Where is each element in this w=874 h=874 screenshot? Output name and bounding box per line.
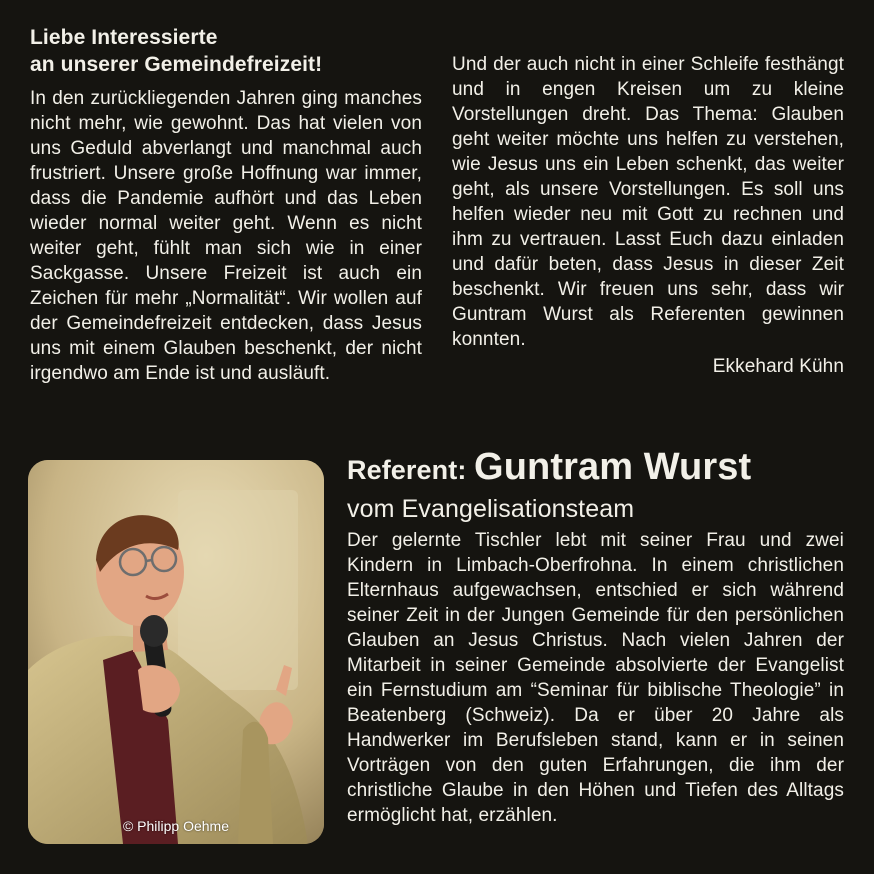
speaker-subtitle: vom Evangelisationsteam	[347, 495, 635, 523]
speaker-name: Guntram Wurst	[474, 446, 752, 488]
intro-continuation-column	[452, 52, 844, 379]
speaker-column	[347, 447, 844, 828]
speaker-label: Referent:	[347, 455, 475, 485]
intro-continuation: Und der auch nicht in einer Schleife festhängt und in engen Kreisen um zu kleine Vorstellungen dreht. Das Thema: Glauben geht weiter möchte uns helfen zu verstehen, wie Jesus uns ein Leben schenkt, das weiter geht, als unsere Vorstellungen. Es soll uns helfen wieder neu mit Gott zu rechnen und ihm zu vertrauen. Lasst Euch dazu einladen und dafür beten, dass Jesus in dieser Zeit beschenkt. Wir freuen uns sehr, dass wir Guntram Wurst als Referenten gewinnen konnten.	[452, 54, 844, 350]
intro-body: In den zurückliegenden Jahren ging manches nicht mehr, wie gewohnt. Das hat vielen von uns Geduld abverlangt und manchmal auch frustriert. Unsere große Hoffnung war immer, dass die Pandemie aufhört und das Leben wieder normal weiter geht. Wenn es nicht weiter geht, fühlt man sich wie in einer Sackgasse. Unsere Freizeit ist auch ein Zeichen für mehr „Normalität“. Wir wollen auf der Gemeindefreizeit entdecken, dass Jesus uns mit einem Glauben beschenkt, der nicht irgendwo am Ende ist und ausläuft.	[30, 88, 422, 384]
intro-heading-line2: an unserer Gemeindefreizeit!	[30, 53, 323, 76]
speaker-photo	[28, 460, 324, 844]
speaker-heading	[347, 447, 844, 494]
speaker-bio: Der gelernte Tischler lebt mit seiner Frau und zwei Kindern in Limbach-Oberfrohna. In einem christlichen Elternhaus aufgewachsen, entschied er sich während seiner Zeit in der Jungen Gemeinde für den persönlichen Glauben an Jesus Christus. Nach vielen Jahren der Mitarbeit in seiner Gemeinde absolvierte der Evangelist ein Fernstudium am “Seminar für biblische Theologie” in Beatenberg (Schweiz). Da er über 20 Jahre als Handwerker im Berufsleben stand, kann er in seinen Vorträgen von den guten Erfahrungen, die ihm der christliche Glaube in den Höhen und Tiefen des Alltags ermöglicht hat, erzählen.	[347, 530, 844, 826]
author-signature: Ekkehard Kühn	[712, 356, 844, 377]
intro-heading-line1: Liebe Interessierte	[30, 26, 218, 49]
speaker-photo-illustration	[28, 460, 324, 844]
photo-credit: © Philipp Oehme	[122, 818, 230, 834]
intro-column	[30, 24, 422, 386]
intro-heading	[30, 24, 422, 78]
